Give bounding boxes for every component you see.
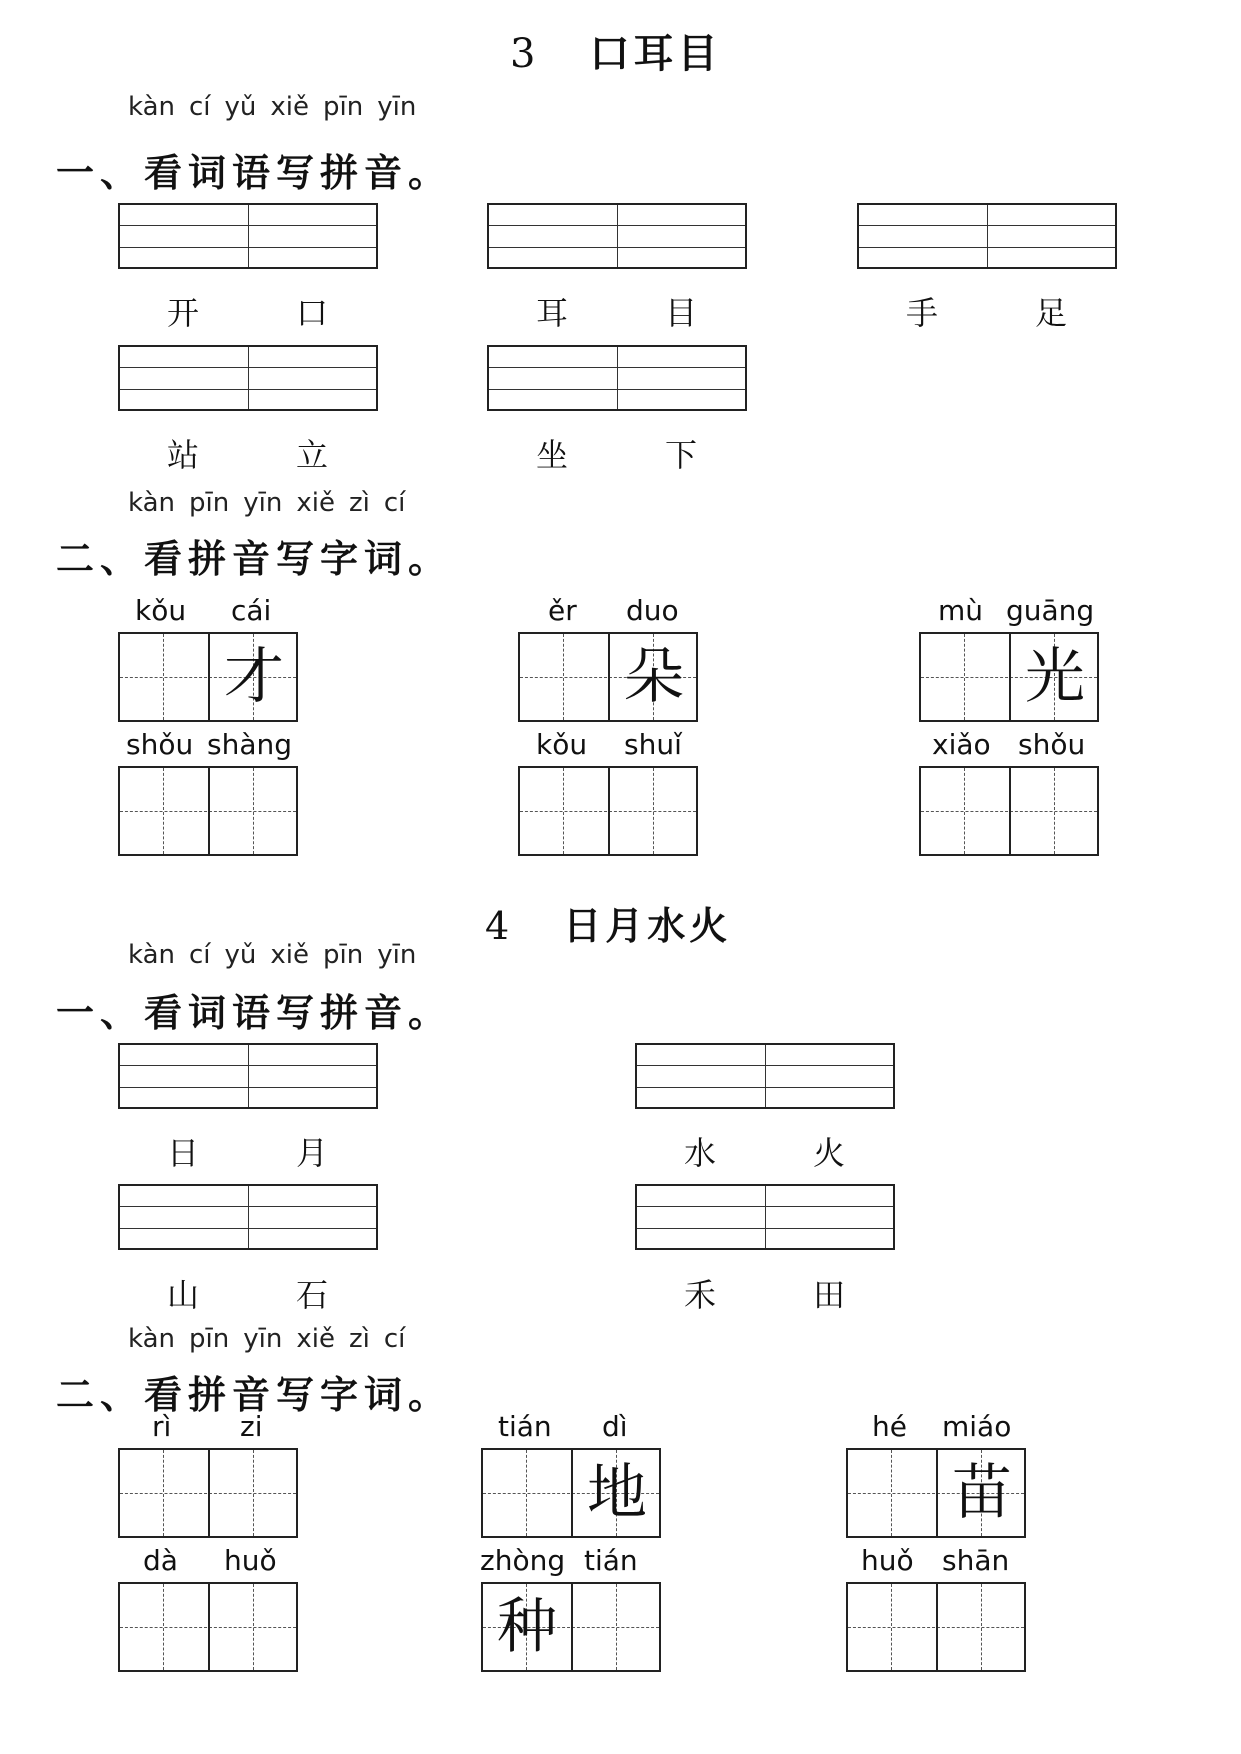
pinyin-syllable: kàn: [128, 92, 176, 122]
pinyin-writing-grid[interactable]: [118, 345, 378, 411]
character-writing-grid[interactable]: [919, 766, 1099, 856]
grid-pinyin: shǒu: [1018, 728, 1086, 761]
pinyin-syllable: cí: [189, 92, 211, 122]
section-heading: 二、看拼音写字词。: [56, 537, 453, 581]
character-writing-grid[interactable]: [846, 1582, 1026, 1672]
word-character: 月: [295, 1134, 328, 1172]
grid-character: [610, 768, 698, 854]
character-writing-grid[interactable]: [118, 1448, 298, 1538]
word-character: 口: [295, 294, 328, 332]
grid-character: [520, 768, 608, 854]
grid-character: [210, 768, 298, 854]
grid-pinyin: duo: [626, 594, 679, 627]
character-writing-grid[interactable]: [118, 766, 298, 856]
grid-pinyin: guāng: [1006, 594, 1095, 627]
pinyin-syllable: xiě: [296, 1324, 335, 1354]
grid-pinyin: shàng: [207, 728, 293, 761]
lesson-name: 日月水火: [563, 904, 732, 948]
pinyin-syllable: pīn: [189, 488, 230, 518]
pinyin-syllable: xiě: [270, 92, 310, 122]
character-writing-grid[interactable]: [118, 1582, 298, 1672]
grid-pinyin: tián: [584, 1544, 638, 1577]
pinyin-syllable: pīn: [189, 1324, 230, 1354]
grid-pinyin: ěr: [548, 594, 577, 627]
pinyin-writing-grid[interactable]: [487, 203, 747, 269]
character-writing-grid[interactable]: [518, 766, 698, 856]
grid-character: [520, 634, 608, 720]
word-character: 水: [683, 1134, 716, 1172]
grid-character: 才: [224, 642, 284, 712]
word-character: 足: [1034, 294, 1067, 332]
word-character: 日: [166, 1134, 199, 1172]
grid-pinyin: rì: [152, 1410, 172, 1443]
pinyin-writing-grid[interactable]: [487, 345, 747, 411]
grid-character: 地: [587, 1458, 647, 1528]
grid-character: [120, 1584, 208, 1670]
word-character: 坐: [535, 436, 568, 474]
pinyin-syllable: kàn: [128, 488, 176, 518]
word-character: 山: [166, 1276, 199, 1314]
character-writing-grid[interactable]: [846, 1448, 1026, 1538]
pinyin-syllable: zì: [348, 488, 370, 518]
word-character: 禾: [683, 1276, 716, 1314]
grid-pinyin: huǒ: [861, 1544, 914, 1577]
grid-pinyin: zhòng: [480, 1544, 566, 1577]
lesson-number: 4: [485, 904, 514, 948]
section-pinyin: [128, 488, 419, 518]
grid-character: 朵: [624, 642, 684, 712]
pinyin-syllable: pīn: [323, 92, 364, 122]
grid-character: [1011, 768, 1099, 854]
word-character: 田: [812, 1276, 845, 1314]
lesson-title: [510, 22, 721, 79]
grid-character: [483, 1450, 571, 1536]
grid-pinyin: tián: [498, 1410, 552, 1443]
grid-character: [921, 634, 1009, 720]
lesson-name: 口耳目: [589, 31, 722, 77]
pinyin-writing-grid[interactable]: [635, 1184, 895, 1250]
grid-character: [120, 1450, 208, 1536]
character-writing-grid[interactable]: [481, 1448, 661, 1538]
grid-pinyin: cái: [231, 594, 272, 627]
pinyin-syllable: yīn: [377, 92, 417, 122]
grid-pinyin: mù: [938, 594, 984, 627]
pinyin-syllable: yǔ: [224, 940, 257, 970]
word-character: 耳: [535, 294, 568, 332]
lesson-number: 3: [510, 31, 540, 77]
pinyin-syllable: yǔ: [224, 92, 257, 122]
pinyin-writing-grid[interactable]: [118, 203, 378, 269]
grid-pinyin: hé: [872, 1410, 907, 1443]
pinyin-syllable: pīn: [323, 940, 364, 970]
pinyin-syllable: yīn: [377, 940, 417, 970]
grid-pinyin: shǒu: [126, 728, 194, 761]
character-writing-grid[interactable]: [919, 632, 1099, 722]
pinyin-syllable: cí: [189, 940, 211, 970]
grid-pinyin: zi: [240, 1410, 263, 1443]
pinyin-syllable: xiě: [296, 488, 335, 518]
word-character: 火: [812, 1134, 845, 1172]
grid-character: [120, 634, 208, 720]
grid-character: 种: [497, 1592, 557, 1662]
pinyin-syllable: yīn: [243, 488, 283, 518]
pinyin-writing-grid[interactable]: [118, 1043, 378, 1109]
section-pinyin: [128, 1324, 419, 1354]
pinyin-syllable: xiě: [270, 940, 310, 970]
grid-pinyin: miáo: [942, 1410, 1012, 1443]
grid-character: [848, 1450, 936, 1536]
pinyin-writing-grid[interactable]: [857, 203, 1117, 269]
word-character: 手: [905, 294, 938, 332]
lesson-title: [485, 895, 731, 950]
pinyin-syllable: kàn: [128, 940, 176, 970]
section-heading: 一、看词语写拼音。: [56, 991, 453, 1035]
grid-character: [921, 768, 1009, 854]
pinyin-syllable: cí: [383, 1324, 406, 1354]
grid-pinyin: shān: [942, 1544, 1010, 1577]
pinyin-syllable: kàn: [128, 1324, 176, 1354]
grid-pinyin: xiǎo: [932, 728, 991, 761]
grid-pinyin: huǒ: [224, 1544, 277, 1577]
pinyin-syllable: cí: [383, 488, 406, 518]
grid-pinyin: shuǐ: [624, 728, 682, 761]
word-character: 立: [295, 436, 328, 474]
character-writing-grid[interactable]: [481, 1582, 661, 1672]
word-character: 目: [664, 294, 697, 332]
grid-character: 光: [1025, 642, 1085, 712]
word-character: 石: [295, 1276, 328, 1314]
grid-pinyin: kǒu: [135, 594, 187, 627]
pinyin-writing-grid[interactable]: [118, 1184, 378, 1250]
character-writing-grid[interactable]: [118, 632, 298, 722]
grid-pinyin: dì: [602, 1410, 628, 1443]
grid-character: [573, 1584, 661, 1670]
grid-character: 苗: [952, 1458, 1012, 1528]
pinyin-syllable: yīn: [243, 1324, 283, 1354]
grid-character: [120, 768, 208, 854]
pinyin-writing-grid[interactable]: [635, 1043, 895, 1109]
pinyin-syllable: zì: [348, 1324, 370, 1354]
grid-pinyin: kǒu: [536, 728, 588, 761]
word-character: 下: [664, 436, 697, 474]
grid-character: [938, 1584, 1026, 1670]
word-character: 站: [166, 436, 199, 474]
grid-character: [848, 1584, 936, 1670]
section-heading: 二、看拼音写字词。: [56, 1373, 453, 1417]
section-heading: 一、看词语写拼音。: [56, 151, 453, 195]
grid-character: [210, 1450, 298, 1536]
section-pinyin: [128, 92, 430, 122]
grid-pinyin: dà: [143, 1544, 178, 1577]
section-pinyin: [128, 940, 430, 970]
word-character: 开: [166, 294, 199, 332]
character-writing-grid[interactable]: [518, 632, 698, 722]
grid-character: [210, 1584, 298, 1670]
